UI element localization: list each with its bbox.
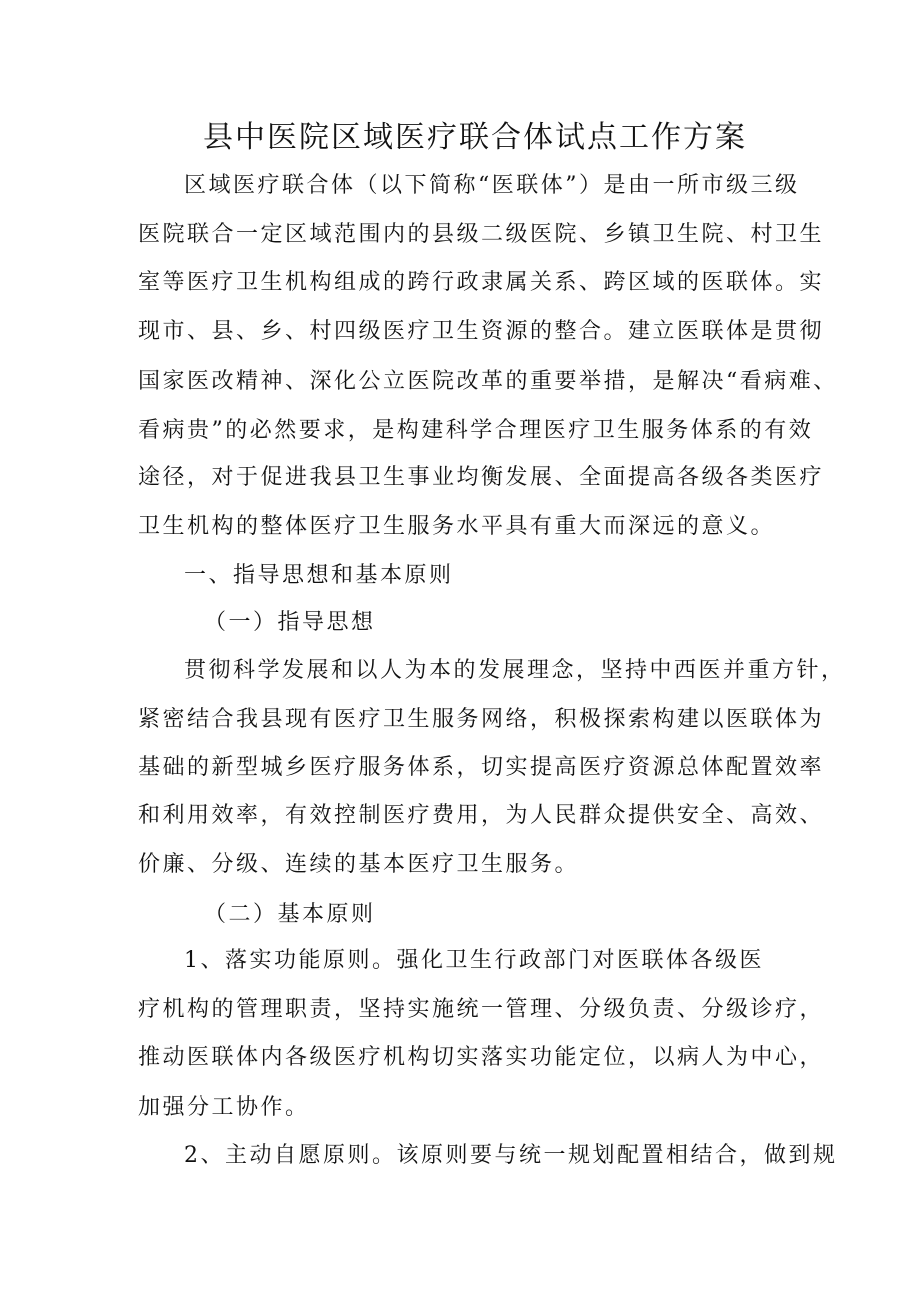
guide-line-2: 紧密结合我县现有医疗卫生服务网络，积极探索构建以医联体为: [138, 707, 825, 732]
section-heading-1: 一、指导思想和基本原则: [184, 563, 454, 588]
document-title: 县中医院区域医疗联合体试点工作方案: [203, 120, 747, 155]
intro-line-7: 途径，对于促进我县卫生事业均衡发展、全面提高各级各类医疗: [138, 465, 825, 490]
principle-1-line-1: 1、落实功能原则。强化卫生行政部门对医联体各级医: [184, 948, 764, 973]
intro-line-2: 医院联合一定区域范围内的县级二级医院、乡镇卫生院、村卫生: [138, 222, 825, 247]
principle-2-line-1: 2、主动自愿原则。该原则要与统一规划配置相结合，做到规: [184, 1143, 838, 1168]
subsection-heading-1: （一）指导思想: [204, 610, 376, 635]
guide-line-5: 价廉、分级、连续的基本医疗卫生服务。: [138, 852, 580, 877]
principle-1-line-4: 加强分工协作。: [138, 1095, 310, 1120]
intro-line-4: 现市、县、乡、村四级医疗卫生资源的整合。建立医联体是贯彻: [138, 319, 825, 344]
subsection-heading-2: （二）基本原则: [204, 902, 376, 927]
principle-1-line-2: 疗机构的管理职责，坚持实施统一管理、分级负责、分级诊疗，: [138, 997, 825, 1022]
guide-line-4: 和利用效率，有效控制医疗费用，为人民群众提供安全、高效、: [138, 803, 825, 828]
intro-line-8: 卫生机构的整体医疗卫生服务水平具有重大而深远的意义。: [138, 514, 776, 539]
intro-line-6: 看病贵”的必然要求，是构建科学合理医疗卫生服务体系的有效: [138, 418, 814, 443]
guide-line-3: 基础的新型城乡医疗服务体系，切实提高医疗资源总体配置效率: [138, 755, 825, 780]
guide-line-1: 贯彻科学发展和以人为本的发展理念，坚持中西医并重方针，: [184, 658, 846, 683]
intro-line-5: 国家医改精神、深化公立医院改革的重要举措，是解决“看病难、: [138, 369, 838, 394]
intro-line-3: 室等医疗卫生机构组成的跨行政隶属关系、跨区域的医联体。实: [138, 270, 825, 295]
principle-1-line-3: 推动医联体内各级医疗机构切实落实功能定位，以病人为中心，: [138, 1045, 825, 1070]
intro-line-1: 区域医疗联合体（以下简称“医联体”）是由一所市级三级: [184, 173, 800, 198]
